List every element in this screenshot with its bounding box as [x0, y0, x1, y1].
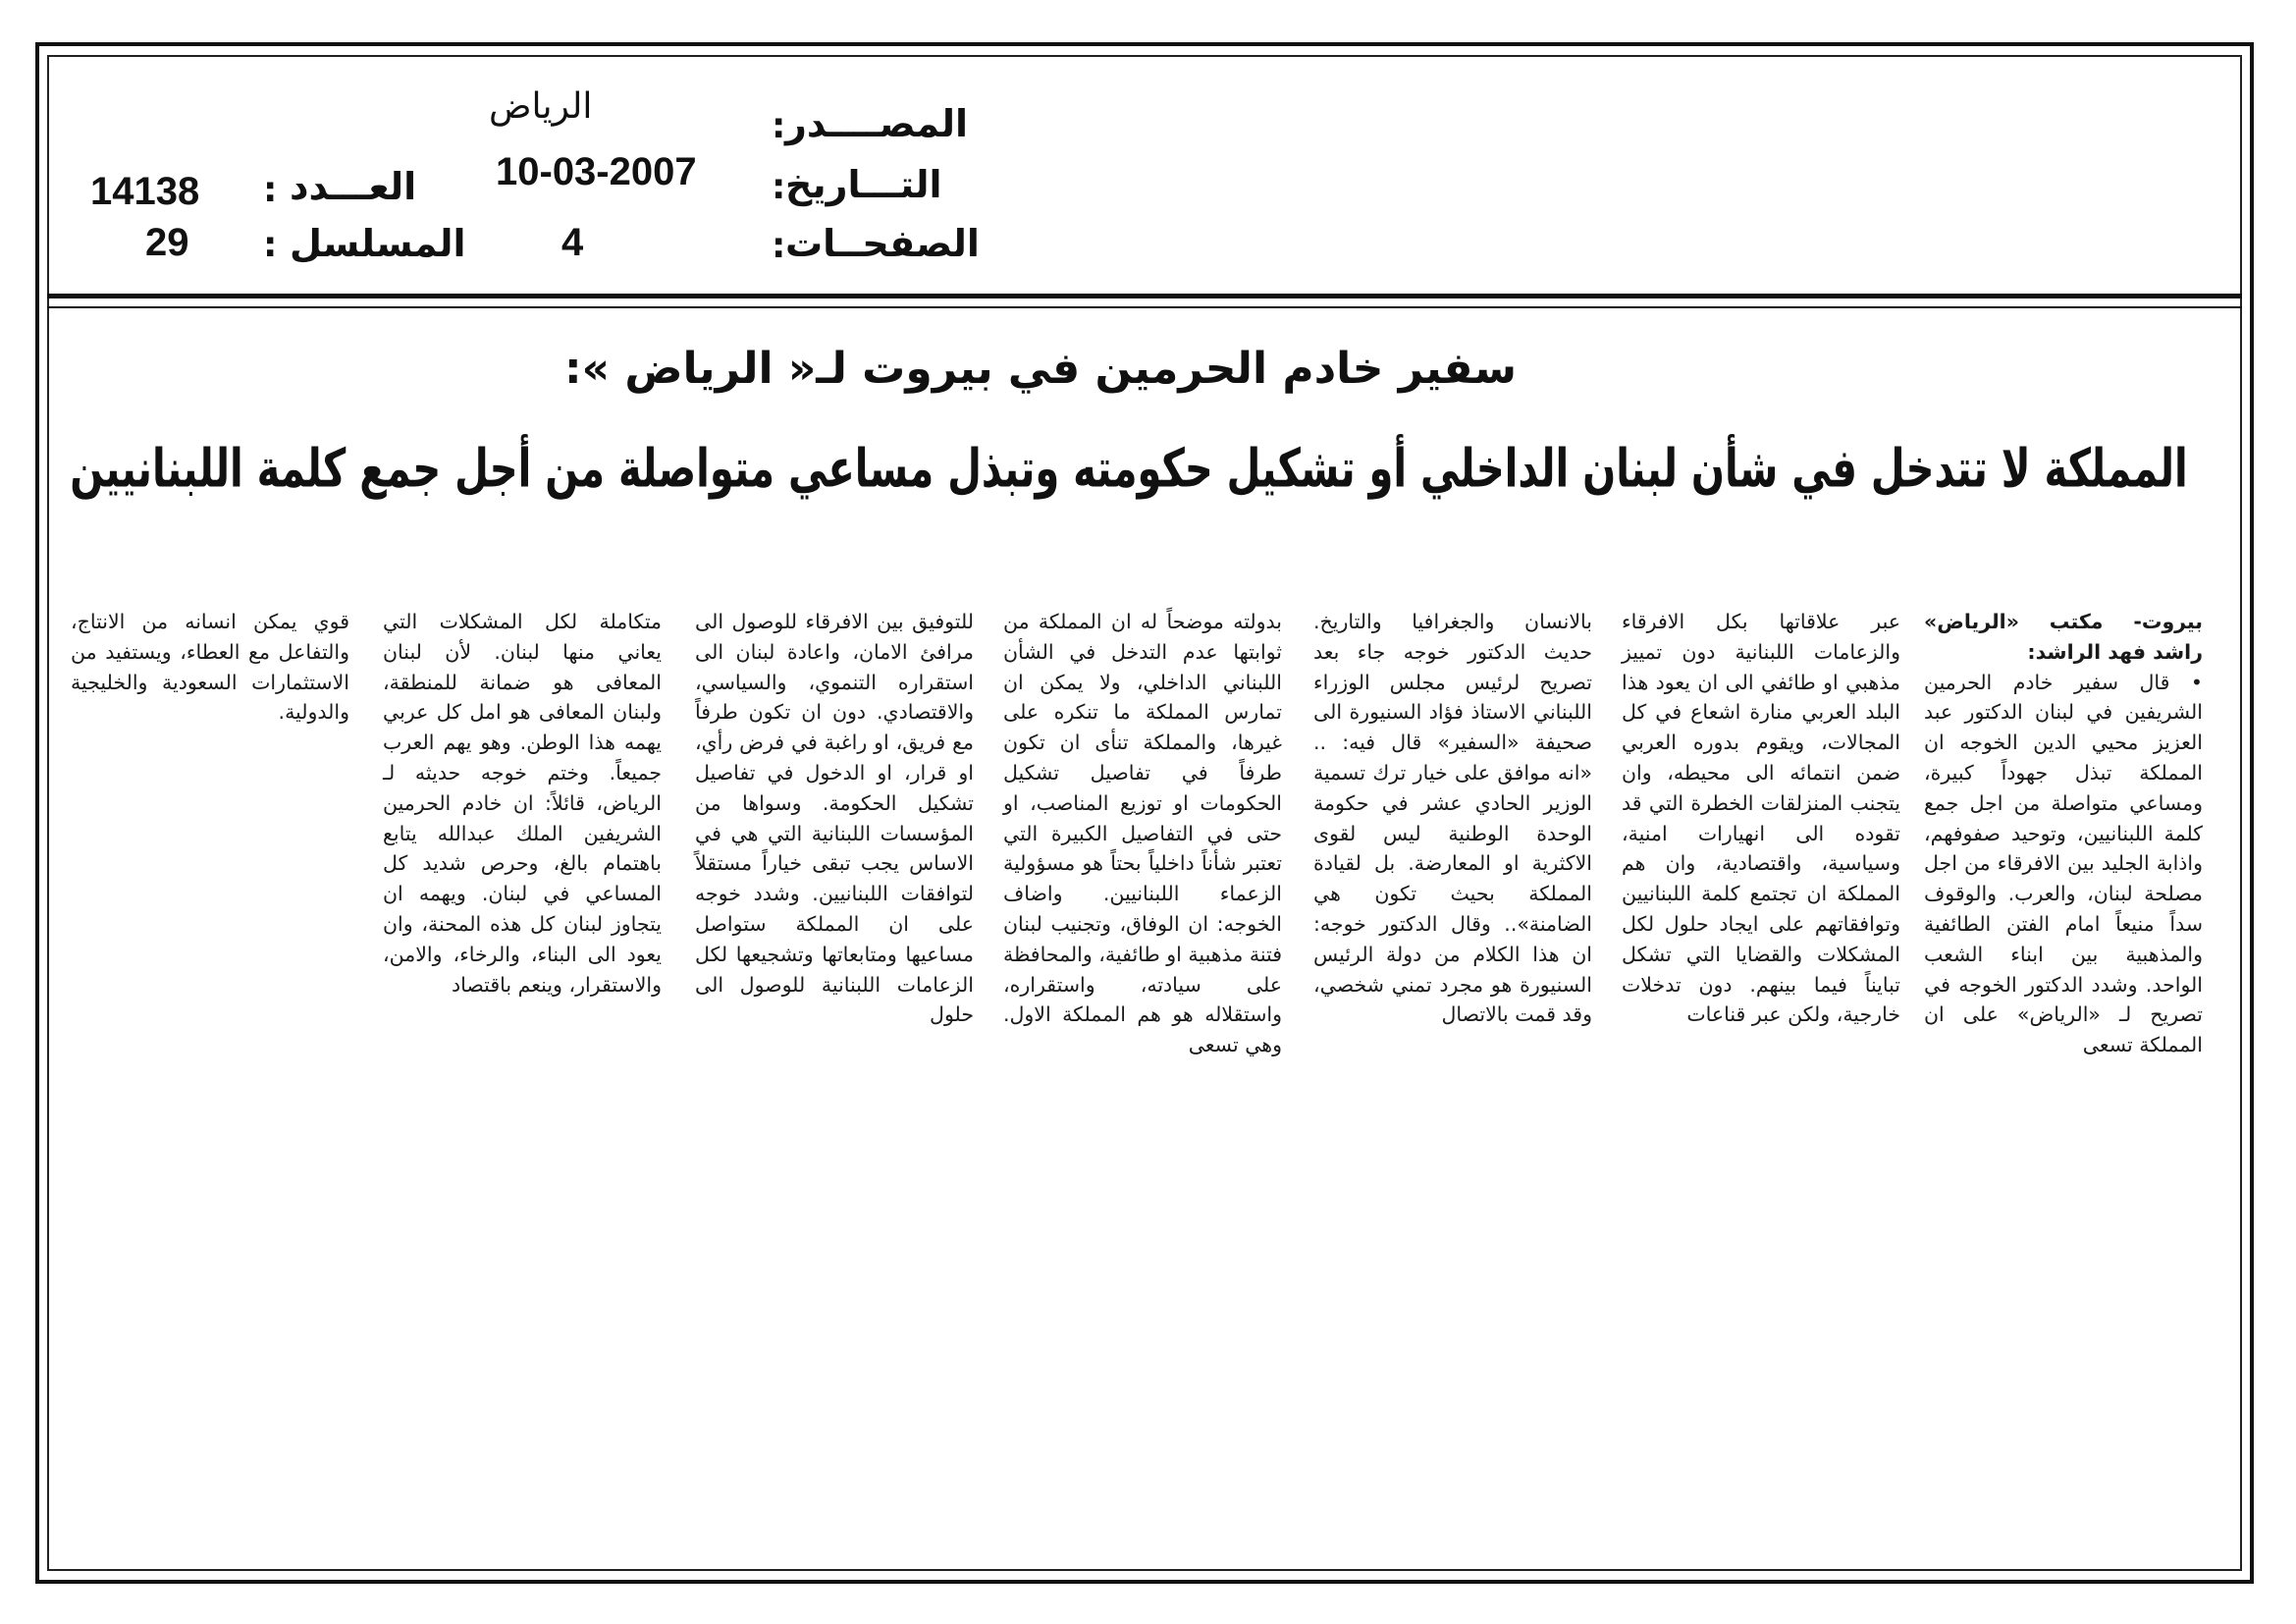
column-text: • قال سفير خادم الحرمين الشريفين في لبنان الدكتور عبد العزيز محيي الدين الخوجه ان المملكة تبذل جهوداً كبيرة، ومساعي متواصلة من اجل جمع كلمة اللبنانيين، وتوحيد صفوفهم، واذابة الجليد بين الافرقاء من اجل مصلحة لبنان، والعرب. والوقوف سداً منيعاً امام الفتن الطائفية والمذهبية بين ابناء الشعب الواحد. وشدد الدكتور الخوجه في تصريح لـ «الرياض» على ان المملكة تسعى — [1924, 670, 2203, 1057]
date-colon: : — [772, 167, 786, 207]
article-subtitle: سفير خادم الحرمين في بيروت لـ« الرياض »: — [564, 344, 1517, 394]
header-divider-thin — [47, 306, 2242, 308]
article-headline: المملكة لا تتدخل في شأن لبنان الداخلي أو تشكيل حكومته وتبذل مساعي متواصلة من أجل جمع كلمة اللبنانيين — [70, 438, 2188, 500]
article-column-1 — [1924, 607, 2203, 1060]
article-column-7 — [71, 607, 349, 728]
article-column-4 — [1003, 607, 1282, 1060]
article-byline: بيروت- مكتب «الرياض» راشد فهد الراشد: — [1924, 610, 2203, 664]
source-label: المصــــدر — [785, 102, 968, 145]
serial-label: المسلسل — [290, 222, 466, 265]
issue-label: العـــدد — [290, 165, 417, 208]
pages-colon: : — [772, 226, 786, 266]
column-text: بالانسان والجغرافيا والتاريخ. حديث الدكتور خوجه جاء بعد تصريح لرئيس مجلس الوزراء اللبناني الاستاذ فؤاد السنيورة الى صحيفة «السفير» قال فيه: .. «انه موافق على خيار ترك تسمية الوزير الحادي عشر في حكومة الوحدة الوطنية ليس لقوى الاكثرية او المعارضة. بل لقيادة المملكة بحيث تكون هي الضامنة».. وقال الدكتور خوجه: ان هذا الكلام من دولة الرئيس السنيورة هو مجرد تمني شخصي، وقد قمت بالاتصال — [1313, 610, 1592, 1027]
column-text: عبر علاقاتها بكل الافرقاء والزعامات اللبنانية دون تمييز مذهبي او طائفي الى ان يعود هذا البلد العربي منارة اشعاع في كل المجالات، ويقوم بدوره العربي ضمن انتمائه الى محيطه، وان يتجنب المنزلقات الخطرة التي قد تقوده الى انهيارات امنية، وسياسية، واقتصادية، وان هم المملكة ان تجتمع كلمة اللبنانيين وتوافقاتهم على ايجاد حلول لكل المشكلات والقضايا التي تشكل تبايناً فيما بينهم. دون تدخلات خارجية، ولكن عبر قناعات — [1622, 610, 1900, 1027]
article-column-2 — [1622, 607, 1900, 1030]
date-value: 10-03-2007 — [496, 150, 697, 193]
pages-label: الصفحــات — [785, 222, 980, 265]
pages-value: 4 — [561, 221, 584, 264]
article-column-3 — [1313, 607, 1592, 1030]
header-divider — [47, 294, 2242, 298]
article-column-5 — [695, 607, 974, 1030]
source-value: الرياض — [489, 86, 593, 127]
column-text: بدولته موضحاً له ان المملكة من ثوابتها عدم التدخل في الشأن اللبناني الداخلي، ولا يمكن ان تمارس المملكة ما تنكره على غيرها، والمملكة تنأى ان تكون طرفاً في تفاصيل تشكيل الحكومات او توزيع المناصب، او حتى في التفاصيل الكبيرة التي تعتبر شأناً داخلياً بحتاً هو مسؤولية الزعماء اللبنانيين. واضاف الخوجه: ان الوفاق، وتجنيب لبنان فتنة مذهبية او طائفية، والمحافظة على سيادته، واستقراره، واستقلاله هو هم المملكة الاول. وهي تسعى — [1003, 610, 1282, 1057]
issue-colon: : — [263, 170, 278, 210]
serial-value: 29 — [145, 221, 189, 264]
serial-colon: : — [263, 225, 278, 265]
issue-value: 14138 — [90, 170, 200, 213]
article-column-6 — [383, 607, 662, 1000]
column-text: للتوفيق بين الافرقاء للوصول الى مرافئ الامان، واعادة لبنان الى استقراره التنموي، والسياسي، والاقتصادي. دون ان تكون طرفاً مع فريق، او راغبة في فرض رأي، او قرار، او الدخول في تفاصيل تشكيل الحكومة. وسواها من المؤسسات اللبنانية التي هي في الاساس يجب تبقى خياراً مستقلاً لتوافقات اللبنانيين. وشدد خوجه على ان المملكة ستواصل مساعيها ومتابعاتها وتشجيعها لكل الزعامات اللبنانية للوصول الى حلول — [695, 610, 974, 1027]
date-label: التـــاريخ — [785, 163, 942, 206]
source-colon: : — [772, 106, 786, 146]
column-text: قوي يمكن انسانه من الانتاج، والتفاعل مع العطاء، ويستفيد من الاستثمارات السعودية والخليجية والدولية. — [71, 610, 349, 725]
column-text: متكاملة لكل المشكلات التي يعاني منها لبنان. لأن لبنان المعافى هو ضمانة للمنطقة، ولبنان المعافى هو امل كل عربي يهمه هذا الوطن. وهو يهم العرب جميعاً. وختم خوجه حديثه لـ الرياض، قائلاً: ان خادم الحرمين الشريفين الملك عبدالله يتابع باهتمام بالغ، وحرص شديد كل المساعي في لبنان. ويهمه ان يتجاوز لبنان كل هذه المحنة، وان يعود الى البناء، والرخاء، والامن، والاستقرار، وينعم باقتصاد — [383, 610, 662, 997]
